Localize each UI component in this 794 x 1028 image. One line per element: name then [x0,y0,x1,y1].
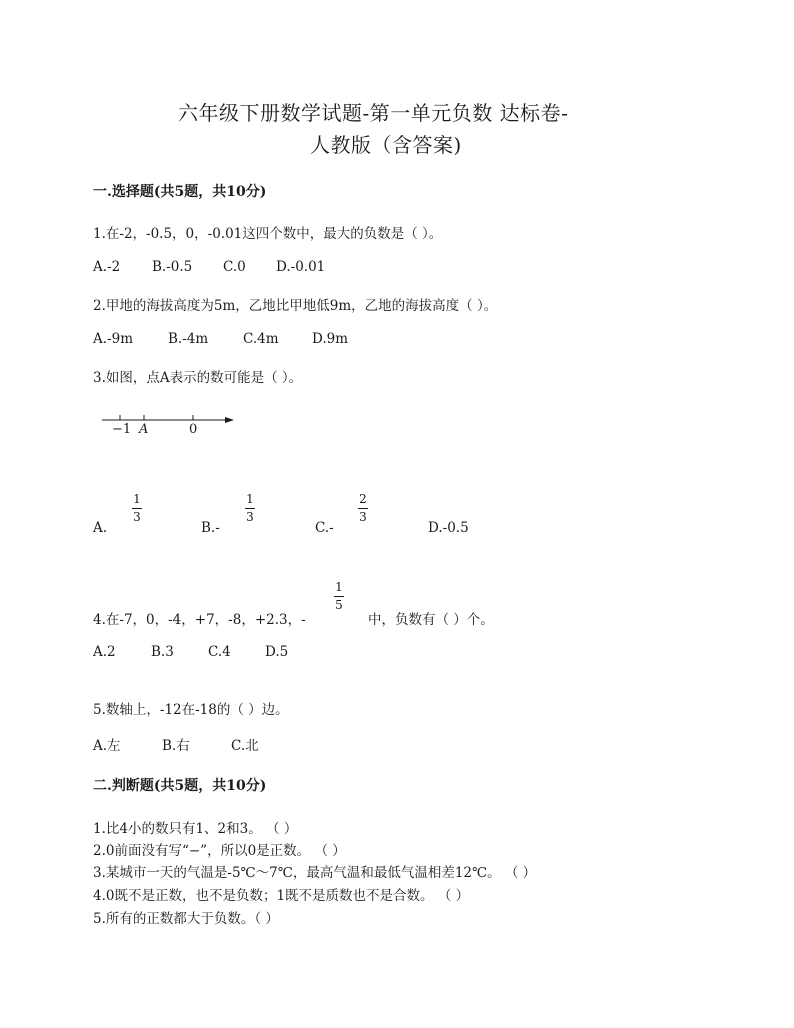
option-b: B.3 [151,644,174,660]
fraction-bar [334,596,344,597]
section-heading-judge: 二.判断题(共5题，共10分) [93,778,267,794]
fraction-numerator: 2 [359,492,367,506]
option-c-prefix: C.- [315,520,334,536]
option-b: B.-4m [168,331,209,347]
title-line-1: 六年级下册数学试题-第一单元负数 达标卷- [178,101,569,125]
option-d: D.-0.01 [276,259,326,275]
option-d: D.-0.5 [428,520,469,536]
fraction-numerator: 1 [246,492,254,506]
tick-label-neg1: −1 [112,422,132,437]
option-a-prefix: A. [93,520,108,536]
option-b: B.-0.5 [152,259,193,275]
fraction-bar [245,508,255,509]
option-c: C.4 [208,644,231,660]
option-d: D.9m [312,331,349,347]
point-a-label: A [139,422,149,437]
judge-item-5: 5.所有的正数都大于负数。（ ） [93,911,279,927]
option-c: C.4m [243,331,279,347]
judge-item-4: 4.0既不是正数，也不是负数；1既不是质数也不是合数。 （ ） [93,888,470,904]
option-c: C.0 [223,259,246,275]
fraction-bar [132,508,142,509]
option-a: A.左 [93,738,121,754]
question-4-text-after: 中，负数有（ ）个。 [368,612,494,628]
fraction-bar [358,508,368,509]
question-2: 2.甲地的海拔高度为5m，乙地比甲地低9m，乙地的海拔高度（ ）。 [93,298,498,314]
judge-item-1: 1.比4小的数只有1、2和3。 （ ） [93,821,298,837]
title-line-2: 人教版（含答案) [310,133,462,157]
question-4-fraction [334,581,344,612]
fraction-numerator: 1 [335,580,343,594]
fraction-denominator: 5 [335,598,343,612]
option-a: A.-2 [93,259,121,275]
option-b-prefix: B.- [201,520,220,536]
option-c-fraction [358,493,368,524]
judge-item-2: 2.0前面没有写“−”，所以0是正数。 （ ） [93,843,346,859]
question-4-text-before: 4.在-7，0，-4，+7，-8，+2.3，- [93,612,306,628]
option-c: C.北 [231,738,259,754]
fraction-numerator: 1 [133,492,141,506]
fraction-denominator: 3 [133,510,141,524]
option-d: D.5 [265,644,289,660]
tick-label-0: 0 [189,422,198,437]
question-3: 3.如图，点A表示的数可能是（ ）。 [93,370,303,386]
fraction-denominator: 3 [246,510,254,524]
section-heading-choice: 一.选择题(共5题，共10分) [93,184,267,200]
option-b-fraction [245,493,255,524]
fraction-denominator: 3 [359,510,367,524]
option-a: A.-9m [93,331,133,347]
question-1: 1.在-2，-0.5，0，-0.01这四个数中，最大的负数是（ ）。 [93,226,443,242]
option-a: A.2 [93,644,116,660]
judge-item-3: 3.某城市一天的气温是-5℃～7℃，最高气温和最低气温相差12℃。 （ ） [93,865,537,881]
option-a-fraction [132,493,142,524]
option-b: B.右 [162,738,190,754]
question-5: 5.数轴上，-12在-18的（ ）边。 [93,702,289,718]
